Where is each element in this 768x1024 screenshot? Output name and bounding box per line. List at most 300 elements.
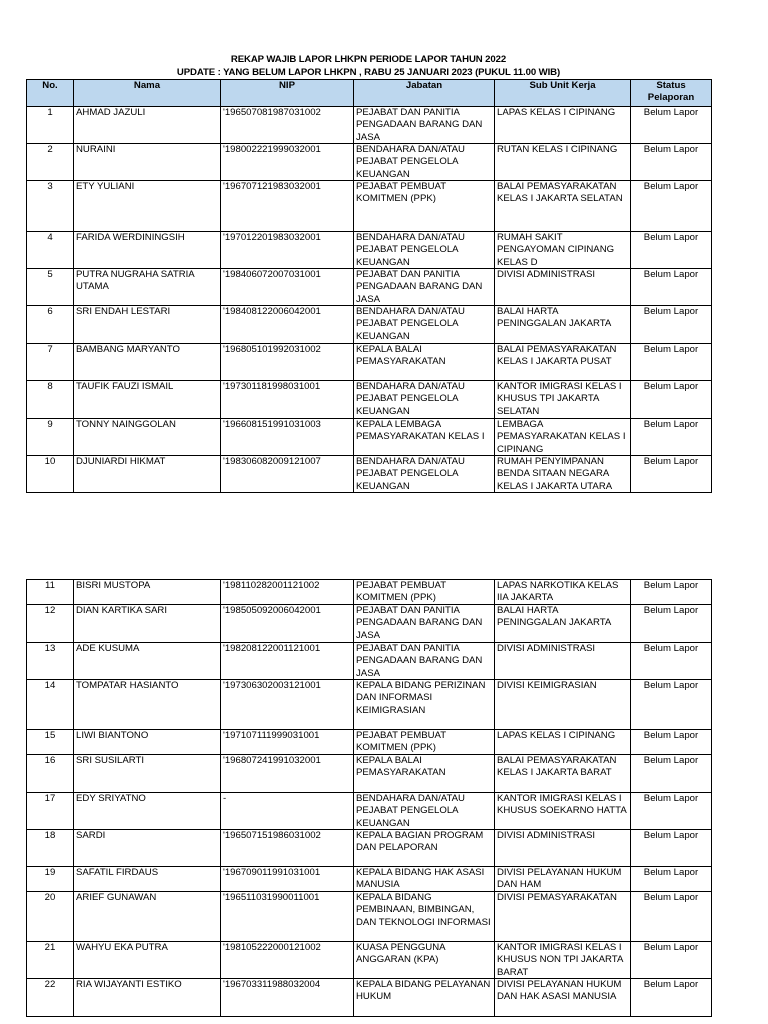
cell-status [631, 381, 712, 419]
cell-nama [74, 867, 221, 892]
cell-jabatan [354, 419, 495, 456]
header-no: No. [27, 80, 74, 107]
cell-nip [221, 730, 354, 755]
cell-jabatan-text: BENDAHARA DAN/ATAU PEJABAT PENGELOLA KEUANGAN [356, 306, 465, 342]
cell-sub-unit-text: RUTAN KELAS I CIPINANG [497, 144, 618, 155]
cell-sub-unit [495, 793, 631, 830]
cell-nip-text: '196703311988032004 [223, 979, 321, 990]
table-row [27, 979, 712, 1017]
cell-no-text: 1 [47, 107, 53, 118]
cell-jabatan [354, 181, 495, 232]
cell-sub-unit-text: DIVISI ADMINISTRASI [497, 269, 596, 280]
cell-status-text: Belum Lapor [643, 892, 699, 903]
cell-nama-text: ETY YULIANI [76, 181, 135, 192]
cell-nip-text: '196507081987031002 [223, 107, 321, 118]
cell-sub-unit-text: DIVISI PELAYANAN HUKUM DAN HAM [497, 867, 622, 891]
cell-status-text: Belum Lapor [643, 419, 699, 430]
cell-nip [221, 344, 354, 381]
table-row [27, 605, 712, 643]
cell-status [631, 942, 712, 979]
cell-nama-text: LIWI BIANTONO [76, 730, 149, 741]
cell-jabatan-text: KEPALA BIDANG PEMBINAAN, BIMBINGAN, DAN TEKNOLOGI INFORMASI [356, 892, 491, 928]
document-header [26, 53, 711, 79]
cell-status [631, 793, 712, 830]
cell-status-text: Belum Lapor [643, 144, 699, 155]
cell-no [27, 979, 74, 1017]
cell-no [27, 456, 74, 493]
cell-no [27, 107, 74, 144]
table-row [27, 730, 712, 755]
cell-nip [221, 830, 354, 867]
cell-sub-unit [495, 605, 631, 643]
cell-sub-unit-text: DIVISI ADMINISTRASI [497, 830, 596, 841]
cell-status [631, 830, 712, 867]
cell-jabatan-text: KEPALA BIDANG HAK ASASI MANUSIA [356, 867, 485, 891]
cell-nama-text: BISRI MUSTOPA [76, 580, 151, 591]
cell-sub-unit-text: BALAI HARTA PENINGGALAN JAKARTA [497, 306, 612, 330]
cell-sub-unit [495, 730, 631, 755]
cell-no [27, 232, 74, 269]
cell-nama [74, 830, 221, 867]
cell-nama-text: PUTRA NUGRAHA SATRIA UTAMA [76, 269, 195, 293]
cell-nama [74, 680, 221, 730]
cell-jabatan-text: BENDAHARA DAN/ATAU PEJABAT PENGELOLA KEUANGAN [356, 793, 465, 829]
cell-nip-text: '196511031990011001 [223, 892, 320, 903]
cell-nama [74, 144, 221, 181]
cell-nip [221, 580, 354, 605]
table-row [27, 793, 712, 830]
cell-sub-unit [495, 107, 631, 144]
table-row [27, 830, 712, 867]
cell-sub-unit [495, 232, 631, 269]
cell-sub-unit-text: LEMBAGA PEMASYARAKATAN KELAS I CIPINANG [497, 419, 626, 455]
cell-jabatan [354, 344, 495, 381]
cell-nip [221, 605, 354, 643]
cell-status [631, 181, 712, 232]
cell-jabatan [354, 979, 495, 1017]
cell-nama-text: TAUFIK FAUZI ISMAIL [76, 381, 174, 392]
table-row [27, 181, 712, 232]
cell-no [27, 605, 74, 643]
cell-nip-text: '196805101992031002 [223, 344, 321, 355]
cell-jabatan [354, 232, 495, 269]
cell-sub-unit-text: RUMAH SAKIT PENGAYOMAN CIPINANG KELAS D [497, 232, 615, 268]
cell-sub-unit-text: KANTOR IMIGRASI KELAS I KHUSUS NON TPI JAKARTA BARAT [497, 942, 623, 978]
cell-sub-unit [495, 306, 631, 344]
cell-nip-text: '198505092006042001 [223, 605, 321, 616]
table-row [27, 107, 712, 144]
cell-status [631, 867, 712, 892]
cell-jabatan [354, 867, 495, 892]
cell-status-text: Belum Lapor [643, 942, 699, 953]
cell-jabatan-text: KUASA PENGGUNA ANGGARAN (KPA) [356, 942, 446, 966]
cell-no-text: 6 [47, 306, 53, 317]
cell-nama [74, 456, 221, 493]
cell-no-text: 14 [44, 680, 56, 691]
cell-nip [221, 144, 354, 181]
cell-nip [221, 942, 354, 979]
cell-jabatan-text: PEJABAT DAN PANITIA PENGADAAN BARANG DAN JASA [356, 107, 483, 143]
cell-sub-unit [495, 643, 631, 680]
cell-status [631, 730, 712, 755]
cell-nama-text: DIAN KARTIKA SARI [76, 605, 167, 616]
cell-status-text: Belum Lapor [643, 979, 699, 990]
cell-nip [221, 680, 354, 730]
cell-sub-unit-text: DIVISI ADMINISTRASI [497, 643, 596, 654]
cell-no-text: 17 [44, 793, 56, 804]
header-nama: Nama [74, 80, 221, 107]
cell-jabatan [354, 680, 495, 730]
cell-nama [74, 755, 221, 793]
table-row [27, 643, 712, 680]
cell-no-text: 15 [44, 730, 56, 741]
cell-no [27, 344, 74, 381]
cell-status [631, 643, 712, 680]
cell-sub-unit [495, 942, 631, 979]
cell-nama-text: SRI SUSILARTI [76, 755, 145, 766]
cell-jabatan [354, 269, 495, 306]
cell-sub-unit [495, 269, 631, 306]
table-row [27, 306, 712, 344]
cell-status-text: Belum Lapor [643, 580, 699, 591]
cell-nip [221, 755, 354, 793]
cell-no-text: 10 [44, 456, 56, 467]
cell-no [27, 381, 74, 419]
cell-sub-unit-text: BALAI PEMASYARAKATAN KELAS I JAKARTA BARAT [497, 755, 617, 779]
cell-jabatan-text: BENDAHARA DAN/ATAU PEJABAT PENGELOLA KEUANGAN [356, 456, 465, 492]
cell-status [631, 232, 712, 269]
table-row [27, 381, 712, 419]
cell-nip-text: '196807241991032001 [223, 755, 321, 766]
cell-no [27, 793, 74, 830]
report-table-page-2 [26, 579, 712, 1017]
cell-status-text: Belum Lapor [643, 680, 699, 691]
cell-nip-text: '196709011991031001 [223, 867, 321, 878]
cell-sub-unit [495, 867, 631, 892]
cell-sub-unit-text: BALAI HARTA PENINGGALAN JAKARTA [497, 605, 612, 629]
cell-no-text: 9 [47, 419, 53, 430]
cell-no-text: 19 [44, 867, 56, 878]
table-row [27, 419, 712, 456]
cell-no-text: 18 [44, 830, 56, 841]
cell-nama-text: EDY SRIYATNO [76, 793, 146, 804]
cell-jabatan-text: PEJABAT DAN PANITIA PENGADAAN BARANG DAN JASA [356, 269, 483, 305]
cell-nama [74, 419, 221, 456]
cell-sub-unit-text: LAPAS NARKOTIKA KELAS IIA JAKARTA [497, 580, 619, 604]
cell-status [631, 755, 712, 793]
cell-nip-text: '198105222000121002 [223, 942, 321, 953]
cell-status-text: Belum Lapor [643, 456, 699, 467]
cell-nip-text: '198306082009121007 [223, 456, 321, 467]
cell-no-text: 22 [44, 979, 56, 990]
cell-status-text: Belum Lapor [643, 107, 699, 118]
cell-no-text: 13 [44, 643, 56, 654]
cell-no [27, 830, 74, 867]
cell-no [27, 419, 74, 456]
cell-nama-text: RIA WIJAYANTI ESTIKO [76, 979, 182, 990]
cell-jabatan [354, 580, 495, 605]
cell-no-text: 12 [44, 605, 56, 616]
cell-nama-text: AHMAD JAZULI [76, 107, 146, 118]
table-body-page-1 [27, 107, 712, 493]
cell-jabatan [354, 107, 495, 144]
cell-nip-text: '198208122001121001 [223, 643, 321, 654]
cell-nama [74, 306, 221, 344]
cell-nip-text: '198002221999032001 [223, 144, 321, 155]
cell-nip-text: '196608151991031003 [223, 419, 321, 430]
cell-status [631, 269, 712, 306]
cell-sub-unit-text: BALAI PEMASYARAKATAN KELAS I JAKARTA PUSAT [497, 344, 617, 368]
cell-jabatan [354, 381, 495, 419]
cell-sub-unit [495, 680, 631, 730]
cell-nip [221, 643, 354, 680]
cell-nama-text: SAFATIL FIRDAUS [76, 867, 159, 878]
cell-sub-unit-text: BALAI PEMASYARAKATAN KELAS I JAKARTA SELATAN [497, 181, 623, 205]
cell-nama-text: SRI ENDAH LESTARI [76, 306, 171, 317]
cell-status [631, 419, 712, 456]
cell-nip [221, 181, 354, 232]
table-row [27, 344, 712, 381]
cell-jabatan-text: PEJABAT PEMBUAT KOMITMEN (PPK) [356, 730, 446, 754]
table-row [27, 580, 712, 605]
cell-nama [74, 344, 221, 381]
cell-nip [221, 381, 354, 419]
cell-no-text: 16 [44, 755, 56, 766]
cell-status-text: Belum Lapor [643, 605, 699, 616]
cell-no-text: 21 [44, 942, 56, 953]
table-row [27, 867, 712, 892]
cell-nip-text: '197012201983032001 [223, 232, 321, 243]
cell-status-text: Belum Lapor [643, 381, 699, 392]
cell-nip-text: '198110282001121002 [223, 580, 320, 591]
cell-jabatan-text: PEJABAT DAN PANITIA PENGADAAN BARANG DAN JASA [356, 643, 483, 679]
cell-no-text: 11 [45, 580, 55, 591]
cell-no [27, 892, 74, 942]
cell-jabatan [354, 892, 495, 942]
cell-status [631, 892, 712, 942]
cell-status-text: Belum Lapor [643, 755, 699, 766]
cell-status-text: Belum Lapor [643, 867, 699, 878]
cell-no [27, 867, 74, 892]
cell-nip-text: '196707121983032001 [223, 181, 321, 192]
cell-nip-text: '198408122006042001 [223, 306, 321, 317]
cell-sub-unit [495, 144, 631, 181]
cell-no-text: 8 [47, 381, 53, 392]
cell-sub-unit-text: KANTOR IMIGRASI KELAS I KHUSUS SOEKARNO HATTA [497, 793, 627, 817]
cell-jabatan [354, 830, 495, 867]
cell-jabatan-text: BENDAHARA DAN/ATAU PEJABAT PENGELOLA KEUANGAN [356, 144, 465, 180]
cell-nip-text: - [223, 793, 227, 804]
cell-nama-text: ARIEF GUNAWAN [76, 892, 157, 903]
cell-no [27, 730, 74, 755]
cell-sub-unit [495, 580, 631, 605]
cell-no [27, 306, 74, 344]
cell-nama [74, 942, 221, 979]
cell-sub-unit [495, 381, 631, 419]
cell-status-text: Belum Lapor [643, 269, 699, 280]
cell-nama-text: SARDI [76, 830, 106, 841]
cell-jabatan-text: BENDAHARA DAN/ATAU PEJABAT PENGELOLA KEUANGAN [356, 232, 465, 268]
cell-sub-unit [495, 456, 631, 493]
cell-sub-unit [495, 344, 631, 381]
cell-nip [221, 306, 354, 344]
cell-sub-unit-text: DIVISI PEMASYARAKATAN [497, 892, 617, 903]
report-table-page-1 [26, 79, 712, 493]
table-row [27, 942, 712, 979]
cell-nip [221, 456, 354, 493]
cell-sub-unit [495, 830, 631, 867]
cell-nip [221, 979, 354, 1017]
cell-status-text: Belum Lapor [643, 793, 699, 804]
cell-status [631, 680, 712, 730]
cell-status-text: Belum Lapor [643, 306, 699, 317]
cell-status [631, 605, 712, 643]
cell-no-text: 7 [47, 344, 53, 355]
cell-no [27, 181, 74, 232]
cell-no-text: 2 [47, 144, 53, 155]
cell-status-text: Belum Lapor [643, 344, 699, 355]
cell-nama [74, 381, 221, 419]
cell-jabatan [354, 643, 495, 680]
cell-nip [221, 232, 354, 269]
cell-nama-text: FARIDA WERDININGSIH [76, 232, 185, 243]
cell-status-text: Belum Lapor [643, 730, 699, 741]
cell-nama-text: BAMBANG MARYANTO [76, 344, 180, 355]
cell-nip [221, 107, 354, 144]
cell-sub-unit [495, 181, 631, 232]
cell-nama [74, 979, 221, 1017]
cell-sub-unit [495, 419, 631, 456]
cell-jabatan-text: KEPALA BIDANG PELAYANAN HUKUM [356, 979, 491, 1003]
cell-sub-unit [495, 892, 631, 942]
cell-nama [74, 269, 221, 306]
cell-no [27, 144, 74, 181]
cell-nama-text: TONNY NAINGGOLAN [76, 419, 176, 430]
cell-sub-unit-text: DIVISI PELAYANAN HUKUM DAN HAK ASASI MANUSIA [497, 979, 622, 1003]
cell-nama-text: DJUNIARDI HIKMAT [76, 456, 166, 467]
cell-nama [74, 107, 221, 144]
cell-sub-unit-text: DIVISI KEIMIGRASIAN [497, 680, 597, 691]
document-title: REKAP WAJIB LAPOR LHKPN PERIODE LAPOR TAHUN 2022 [230, 54, 507, 65]
table-row [27, 232, 712, 269]
cell-nama [74, 232, 221, 269]
cell-nip-text: '196507151986031002 [223, 830, 321, 841]
header-jabatan: Jabatan [354, 80, 495, 107]
cell-jabatan-text: KEPALA BALAI PEMASYARAKATAN [356, 344, 446, 368]
header-sub-unit: Sub Unit Kerja [495, 80, 631, 107]
cell-nama [74, 605, 221, 643]
cell-status [631, 580, 712, 605]
cell-jabatan-text: PEJABAT DAN PANITIA PENGADAAN BARANG DAN JASA [356, 605, 483, 641]
cell-nip-text: '197306302003121001 [223, 680, 321, 691]
cell-nama [74, 580, 221, 605]
document-subtitle: UPDATE : YANG BELUM LAPOR LHKPN , RABU 25 JANUARI 2023 (PUKUL 11.00 WIB) [176, 67, 561, 78]
cell-no-text: 3 [47, 181, 53, 192]
cell-jabatan [354, 456, 495, 493]
cell-status [631, 306, 712, 344]
cell-no-text: 4 [47, 232, 53, 243]
cell-nip [221, 867, 354, 892]
cell-no [27, 643, 74, 680]
table-row [27, 269, 712, 306]
cell-no [27, 755, 74, 793]
cell-nip-text: '197107111999031001 [223, 730, 320, 741]
cell-status-text: Belum Lapor [643, 232, 699, 243]
cell-jabatan-text: PEJABAT PEMBUAT KOMITMEN (PPK) [356, 181, 446, 205]
cell-nama-text: TOMPATAR HASIANTO [76, 680, 179, 691]
cell-jabatan-text: KEPALA BIDANG PERIZINAN DAN INFORMASI KEIMIGRASIAN [356, 680, 486, 716]
table-row [27, 144, 712, 181]
cell-status [631, 144, 712, 181]
cell-nama [74, 181, 221, 232]
cell-jabatan-text: PEJABAT PEMBUAT KOMITMEN (PPK) [356, 580, 446, 604]
cell-status-text: Belum Lapor [643, 181, 699, 192]
cell-nip-text: '198406072007031001 [223, 269, 321, 280]
cell-jabatan-text: KEPALA LEMBAGA PEMASYARAKATAN KELAS I [356, 419, 485, 443]
header-nip: NIP [221, 80, 354, 107]
table-body-page-2 [27, 580, 712, 1017]
cell-no-text: 5 [47, 269, 53, 280]
cell-no [27, 269, 74, 306]
cell-status [631, 344, 712, 381]
cell-sub-unit-text: KANTOR IMIGRASI KELAS I KHUSUS TPI JAKARTA SELATAN [497, 381, 622, 417]
cell-nama [74, 793, 221, 830]
cell-nip [221, 419, 354, 456]
cell-jabatan [354, 942, 495, 979]
table-row [27, 755, 712, 793]
table-row [27, 892, 712, 942]
cell-sub-unit-text: LAPAS KELAS I CIPINANG [497, 107, 616, 118]
cell-status-text: Belum Lapor [643, 830, 699, 841]
cell-no [27, 942, 74, 979]
cell-nama [74, 643, 221, 680]
cell-sub-unit [495, 755, 631, 793]
cell-no-text: 20 [44, 892, 56, 903]
cell-nama-text: ADE KUSUMA [76, 643, 140, 654]
cell-nama [74, 730, 221, 755]
cell-jabatan [354, 306, 495, 344]
cell-status [631, 979, 712, 1017]
cell-jabatan-text: KEPALA BAGIAN PROGRAM DAN PELAPORAN [356, 830, 484, 854]
cell-status [631, 456, 712, 493]
cell-jabatan [354, 144, 495, 181]
cell-nama [74, 892, 221, 942]
cell-jabatan-text: KEPALA BALAI PEMASYARAKATAN [356, 755, 446, 779]
cell-sub-unit-text: LAPAS KELAS I CIPINANG [497, 730, 616, 741]
cell-nip [221, 793, 354, 830]
table-row [27, 456, 712, 493]
cell-nip-text: '197301181998031001 [223, 381, 321, 392]
cell-nip [221, 269, 354, 306]
cell-nip [221, 892, 354, 942]
cell-sub-unit [495, 979, 631, 1017]
header-status: Status Pelaporan [631, 80, 712, 107]
cell-status [631, 107, 712, 144]
cell-no [27, 680, 74, 730]
cell-jabatan [354, 605, 495, 643]
cell-nama-text: WAHYU EKA PUTRA [76, 942, 168, 953]
cell-nama-text: NURAINI [76, 144, 116, 155]
cell-jabatan [354, 755, 495, 793]
cell-jabatan-text: BENDAHARA DAN/ATAU PEJABAT PENGELOLA KEUANGAN [356, 381, 465, 417]
cell-jabatan [354, 793, 495, 830]
cell-sub-unit-text: RUMAH PENYIMPANAN BENDA SITAAN NEGARA KELAS I JAKARTA UTARA [497, 456, 613, 492]
cell-no [27, 580, 74, 605]
cell-jabatan [354, 730, 495, 755]
cell-status-text: Belum Lapor [643, 643, 699, 654]
table-row [27, 680, 712, 730]
table-header-row [27, 80, 712, 107]
